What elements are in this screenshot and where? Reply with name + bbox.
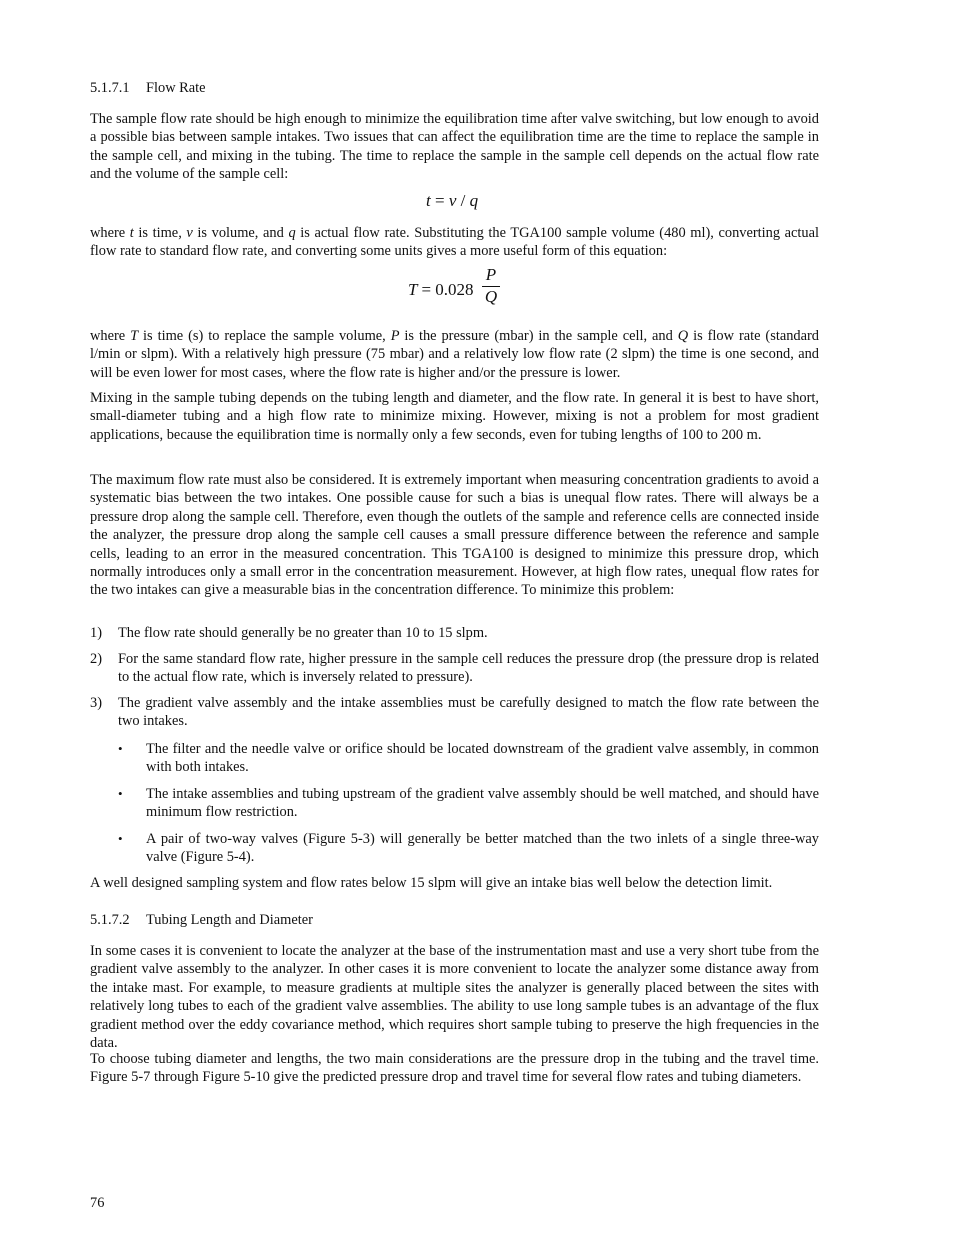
section-heading-flow-rate xyxy=(90,79,819,97)
var-q: q xyxy=(288,225,296,241)
page-number: 76 xyxy=(90,1195,105,1211)
equation-t-v-q xyxy=(426,192,478,210)
eq-equals: = xyxy=(434,191,445,210)
text-run: is actual flow rate. Substituting the TGA100 sample volume (480 ml), converting actual flow rate to standard flow rate, and converting some units gives a more useful form of this equation: xyxy=(90,225,819,260)
list-marker: 2) xyxy=(90,651,102,667)
text-run: where xyxy=(90,225,130,241)
text-run: where xyxy=(90,328,131,344)
bullet-item-text: The filter and the needle valve or orifice should be located downstream of the gradient valve assembly, in common with both intakes. xyxy=(146,741,819,776)
eq-numerator-P: P xyxy=(485,265,497,284)
bullet-item xyxy=(118,740,819,777)
list-item-text: For the same standard flow rate, higher pressure in the sample cell reduces the pressure drop (the pressure drop is related to the actual flow rate, which is inversely related to pressure). xyxy=(118,651,819,686)
list-marker: 3) xyxy=(90,695,102,711)
bullet-item-text: The intake assemblies and tubing upstream of the gradient valve assembly should be well matched, and should have minimum flow restriction. xyxy=(146,786,819,821)
section-title: Tubing Length and Diameter xyxy=(146,912,313,928)
list-marker: 1) xyxy=(90,625,102,641)
bullet-icon: • xyxy=(118,831,123,846)
section-title: Flow Rate xyxy=(146,80,206,96)
eq-symbol-v: v xyxy=(448,191,457,210)
section-heading-tubing xyxy=(90,911,819,929)
eq-slash: / xyxy=(460,191,466,210)
list-item-text: The gradient valve assembly and the intake assemblies must be carefully designed to match the flow rate between the two intakes. xyxy=(118,695,819,730)
var-t: t xyxy=(129,225,134,241)
paragraph-tubing-placement: In some cases it is convenient to locate the analyzer at the base of the instrumentation mast and use a very short tube from the gradient valve assembly to the analyzer. In other cases it is more convenient to locate the analyzer some distance away from the intake mast. For example, to measure gradients at multiple sites the analyzer is generally placed between the sites with relatively long tubes to each of the gradient valve assemblies. The ability to use long sample tubes is an advantage of the flux gradient method over the eddy covariance method, which requires short sample tubing to preserve the high frequencies in the data. xyxy=(90,943,819,1052)
bullet-icon: • xyxy=(118,741,123,756)
text-run: is time (s) to replace the sample volume, xyxy=(138,328,391,344)
list-item xyxy=(90,650,819,687)
paragraph-equation-explanation xyxy=(90,327,819,382)
var-v: v xyxy=(186,225,193,241)
list-item xyxy=(90,694,819,731)
eq-constant: = 0.028 xyxy=(421,280,474,299)
bullet-item-text: A pair of two-way valves (Figure 5-3) will generally be better matched than the two inlets of a single three-way valve (Figure 5-4). xyxy=(146,831,819,866)
list-item-text: The flow rate should generally be no greater than 10 to 15 slpm. xyxy=(118,625,488,641)
text-run: is time, xyxy=(133,225,187,241)
bullet-item xyxy=(118,830,819,867)
paragraph-variable-definitions xyxy=(90,224,819,261)
text-run: is volume, and xyxy=(192,225,289,241)
var-P: P xyxy=(390,328,400,344)
text-run: is flow rate (standard l/min or slpm). With a relatively high pressure (75 mbar) and a relatively low flow rate (2 slpm) the time is one second, and will be even lower for most cases, where the flow rate is higher and/or the pressure is lower. xyxy=(90,328,819,381)
var-Q: Q xyxy=(677,328,689,344)
eq-denominator-Q: Q xyxy=(484,287,498,307)
text-run: is the pressure (mbar) in the sample cell, and xyxy=(399,328,678,344)
section-number: 5.1.7.2 xyxy=(90,912,130,928)
paragraph-maximum-flow-rate: The maximum flow rate must also be considered. It is extremely important when measuring concentration gradients to avoid a systematic bias between the two intakes. One possible cause for such a bias is unequal flow rates. There will always be a pressure drop along the sample cell. Therefore, even though the outlets of the sample and reference cells are connected inside the analyzer, the pressure drop along the sample cell causes a small pressure difference between the reference and sample cells, leading to an error in the measured concentration. This TGA100 is designed to minimize this pressure drop, which normally introduces only a small error in the concentration measurement. However, at high flow rates, unequal flow rates for the two intakes can give a measurable bias in the concentration difference. To minimize this problem: xyxy=(90,472,819,599)
paragraph-flow-rate-intro: The sample flow rate should be high enough to minimize the equilibration time after valve switching, but low enough to avoid a possible bias between sample intakes. Two issues that can affect the equilibration time are the time to replace the sample in the sample cell, and mixing in the tubing. The time to replace the sample in the sample cell depends on the actual flow rate and the volume of the sample cell: xyxy=(90,111,819,183)
list-item xyxy=(90,624,819,642)
paragraph-tubing-choice: To choose tubing diameter and lengths, the two main considerations are the pressure drop in the tubing and the travel time. Figure 5-7 through Figure 5-10 give the predicted pressure drop and travel time for several flow rates and tubing diameters. xyxy=(90,1051,819,1086)
bullet-icon: • xyxy=(118,786,123,801)
paragraph-well-designed-system: A well designed sampling system and flow rates below 15 slpm will give an intake bias well below the detection limit. xyxy=(90,875,773,891)
eq-symbol-t: t xyxy=(426,191,431,210)
var-T: T xyxy=(130,328,139,344)
paragraph-mixing: Mixing in the sample tubing depends on the tubing length and diameter, and the flow rate. In general it is best to have short, small-diameter tubing and a high flow rate to minimize mixing. However, mixing is not a problem for most gradient applications, because the equilibration time is normally only a few seconds, even for tubing lengths of 100 to 200 m. xyxy=(90,390,819,443)
equation-fraction xyxy=(482,266,500,307)
eq-symbol-q: q xyxy=(469,191,479,210)
eq-symbol-T: T xyxy=(408,280,418,299)
section-number: 5.1.7.1 xyxy=(90,80,130,96)
bullet-item xyxy=(118,785,819,822)
equation-T xyxy=(408,281,474,299)
